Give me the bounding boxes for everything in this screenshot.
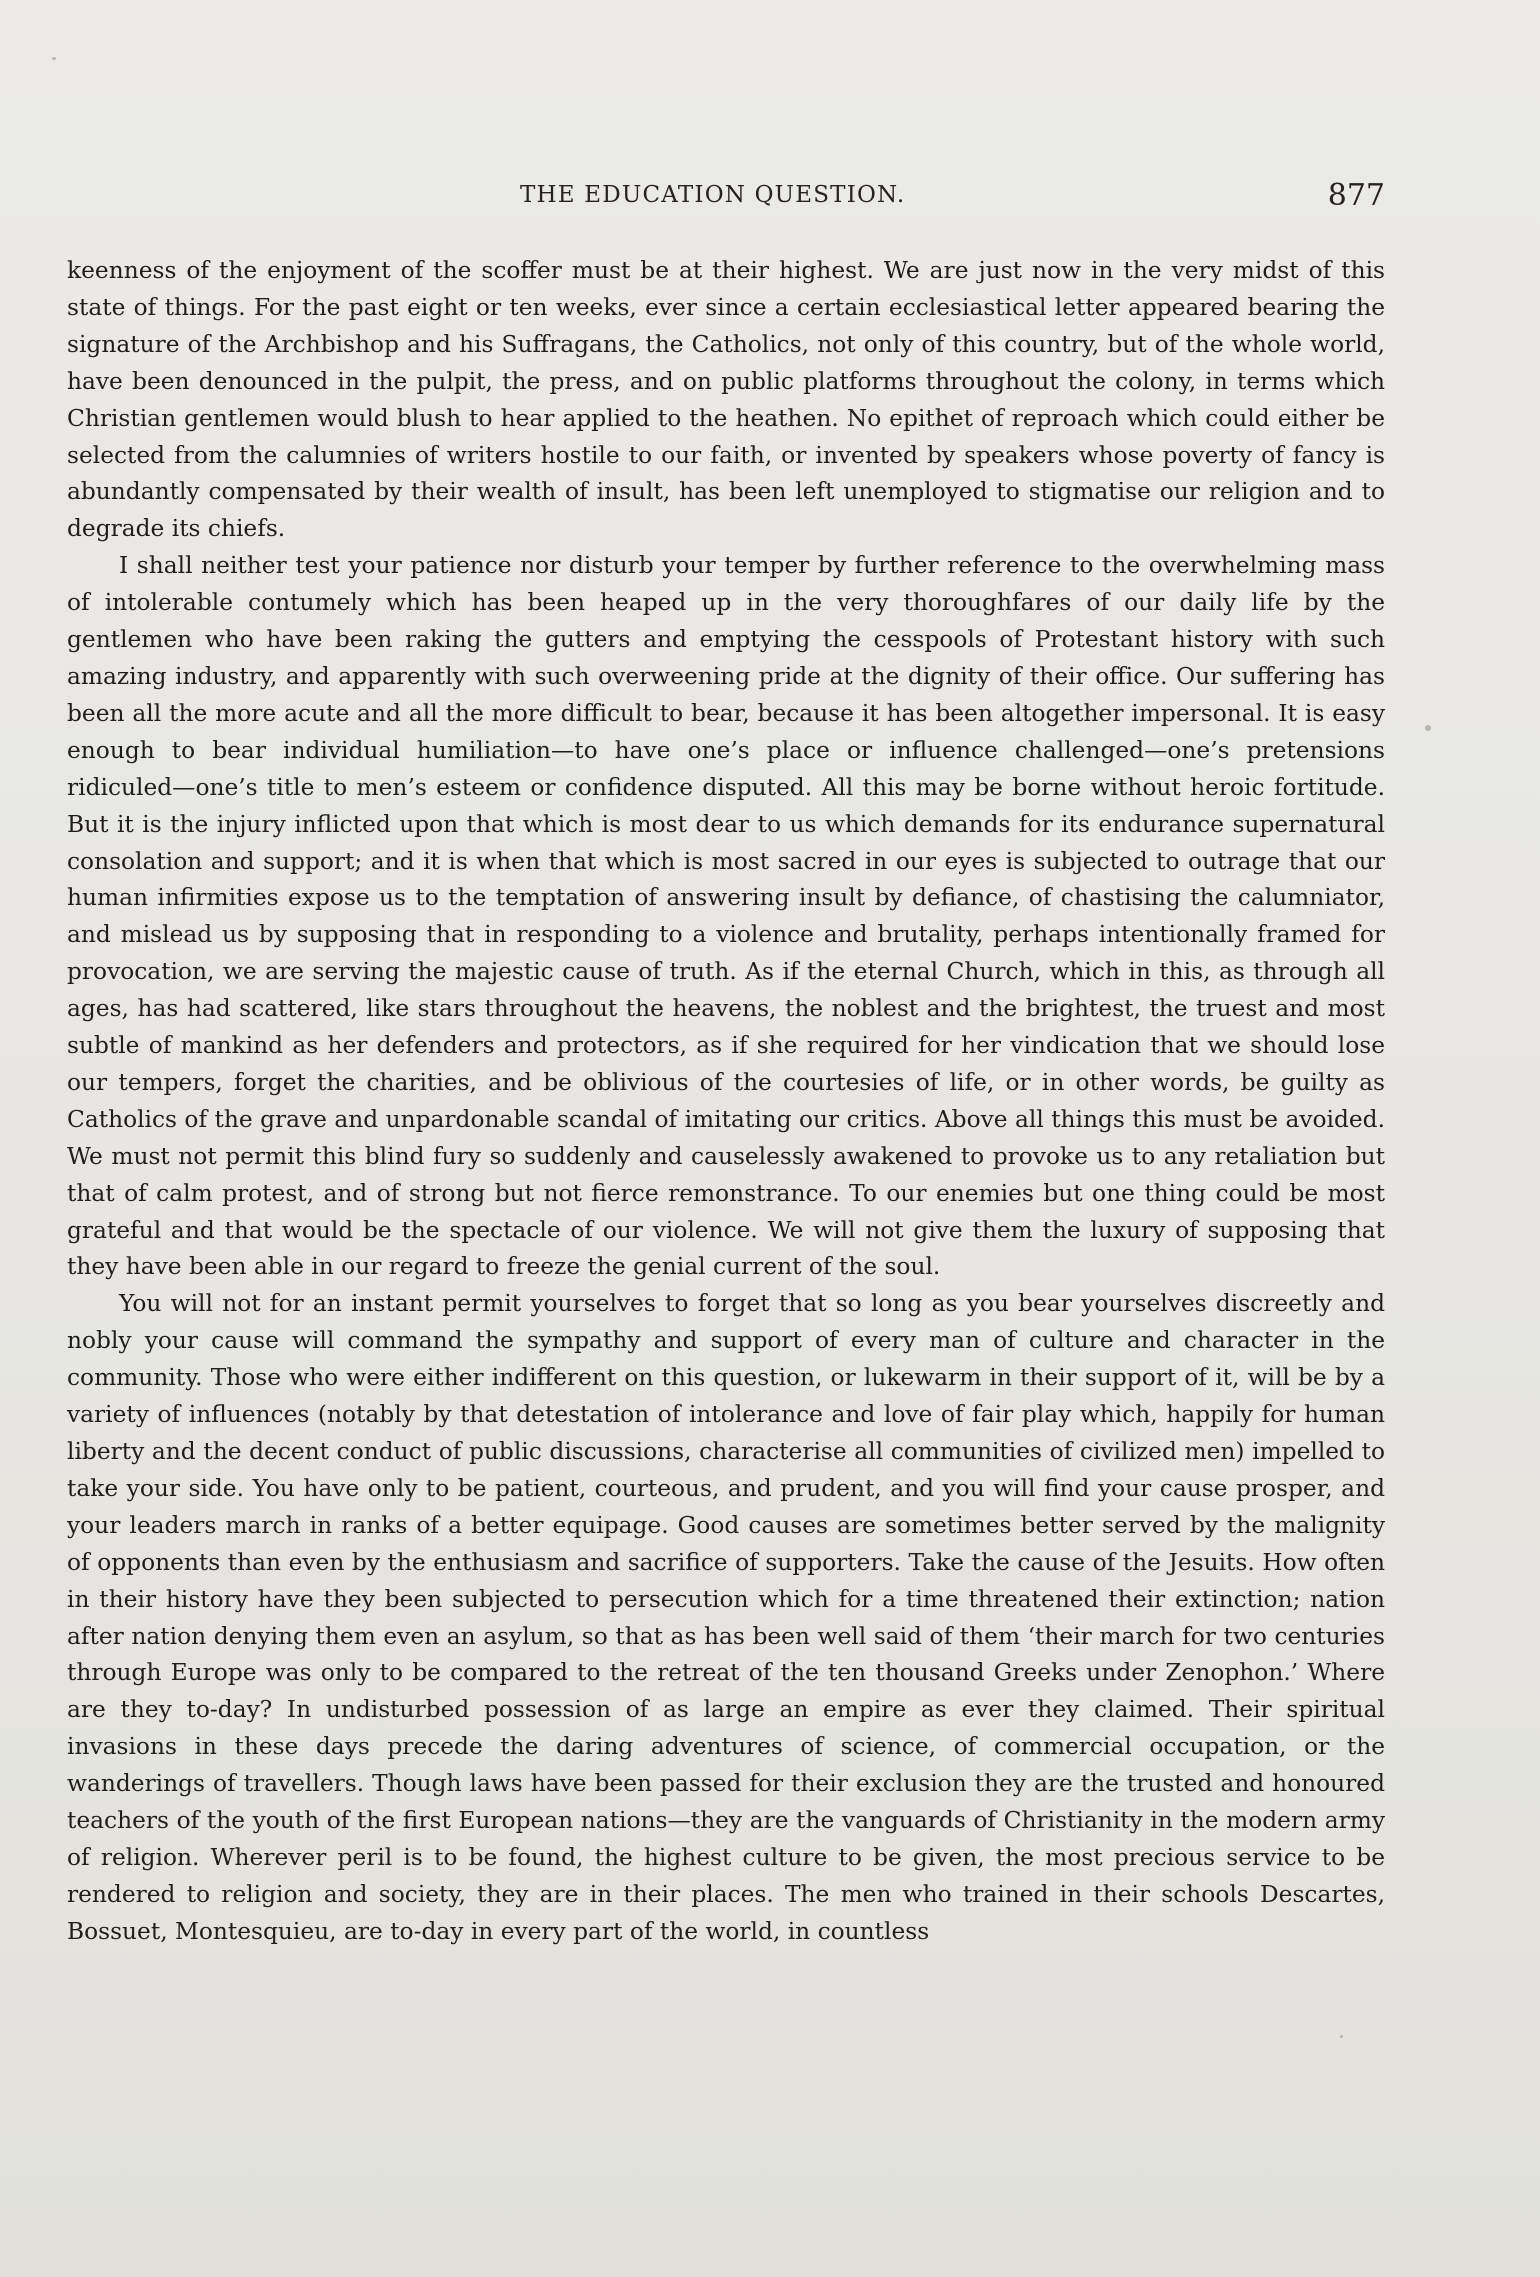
running-title: THE EDUCATION QUESTION.: [520, 182, 906, 208]
paper-speck: [1425, 725, 1431, 731]
paragraph: I shall neither test your patience nor disturb your temper by further reference to the overwhelming mass of intolerable contumely which has been heaped up in the very thoroughfares of our daily life by the gentlemen who have been raking the gutters and emptying the cesspools of Protestant history with such amazing industry, and apparently with such overweening pride at the dignity of their office. Our suffering has been all the more acute and all the more difficult to bear, because it has been altogether impersonal. It is easy enough to bear individual humiliation—to have one’s place or influence challenged—one’s pretensions ridiculed—one’s title to men’s esteem or confidence disputed. All this may be borne without heroic fortitude. But it is the injury inflicted upon that which is most dear to us which demands for its endurance supernatural consolation and support; and it is when that which is most sacred in our eyes is subjected to outrage that our human infirmities expose us to the temptation of answering insult by defiance, of chastising the calumniator, and mislead us by supposing that in responding to a violence and brutality, perhaps intentionally framed for provocation, we are serving the majestic cause of truth. As if the eternal Church, which in this, as through all ages, has had scattered, like stars throughout the heavens, the noblest and the brightest, the truest and most subtle of mankind as her defenders and protectors, as if she required for her vindication that we should lose our tempers, forget the charities, and be oblivious of the courtesies of life, or in other words, be guilty as Catholics of the grave and unpardonable scandal of imitating our critics. Above all things this must be avoided. We must not permit this blind fury so suddenly and causelessly awakened to provoke us to any retaliation but that of calm protest, and of strong but not fierce remonstrance. To our enemies but one thing could be most grateful and that would be the spectacle of our violence. We will not give them the luxury of supposing that they have been able in our regard to freeze the genial current of the soul.: [67, 552, 1385, 1281]
paragraph-continued: keenness of the enjoyment of the scoffer must be at their highest. We are just now in the very midst of this state of things. For the past eight or ten weeks, ever since a certain ecclesiastical letter appeared bearing the signature of the Archbishop and his Suffragans, the Catholics, not only of this country, but of the whole world, have been denounced in the pulpit, the press, and on public platforms throughout the colony, in terms which Christian gentlemen would blush to hear applied to the heathen. No epithet of reproach which could either be selected from the calumnies of writers hostile to our faith, or invented by speakers whose poverty of fancy is abundantly compensated by their wealth of insult, has been left unemployed to stigmatise our religion and to degrade its chiefs.: [67, 257, 1385, 543]
paragraph: You will not for an instant permit yourselves to forget that so long as you bear yourselves discreetly and nobly your cause will command the sympathy and support of every man of culture and character in the community. Those who were either indifferent on this question, or lukewarm in their support of it, will be by a variety of influences (notably by that detestation of intolerance and love of fair play which, happily for human liberty and the decent conduct of public discussions, characterise all communities of civilized men) impelled to take your side. You have only to be patient, courteous, and prudent, and you will find your cause prosper, and your leaders march in ranks of a better equipage. Good causes are sometimes better served by the malignity of opponents than even by the enthusiasm and sacrifice of supporters. Take the cause of the Jesuits. How often in their history have they been subjected to persecution which for a time threatened their extinction; nation after nation denying them even an asylum, so that as has been well said of them ‘their march for two centuries through Europe was only to be compared to the retreat of the ten thousand Greeks under Zenophon.’ Where are they to-day? In undisturbed possession of as large an empire as ever they claimed. Their spiritual invasions in these days precede the daring adventures of science, of commercial occupation, or the wanderings of travellers. Though laws have been passed for their exclusion they are the trusted and honoured teachers of the youth of the first European nations—they are the vanguards of Christianity in the modern army of religion. Wherever peril is to be found, the highest culture to be given, the most precious service to be rendered to religion and society, they are in their places. The men who trained in their schools Descartes, Bossuet, Montesquieu, are to-day in every part of the world, in countless: [67, 1290, 1385, 1945]
body-text: [67, 253, 1385, 1951]
running-head: [0, 178, 1540, 218]
paper-speck: [52, 57, 56, 60]
page-number: 877: [1327, 178, 1385, 213]
paper-speck: [1340, 2035, 1343, 2038]
